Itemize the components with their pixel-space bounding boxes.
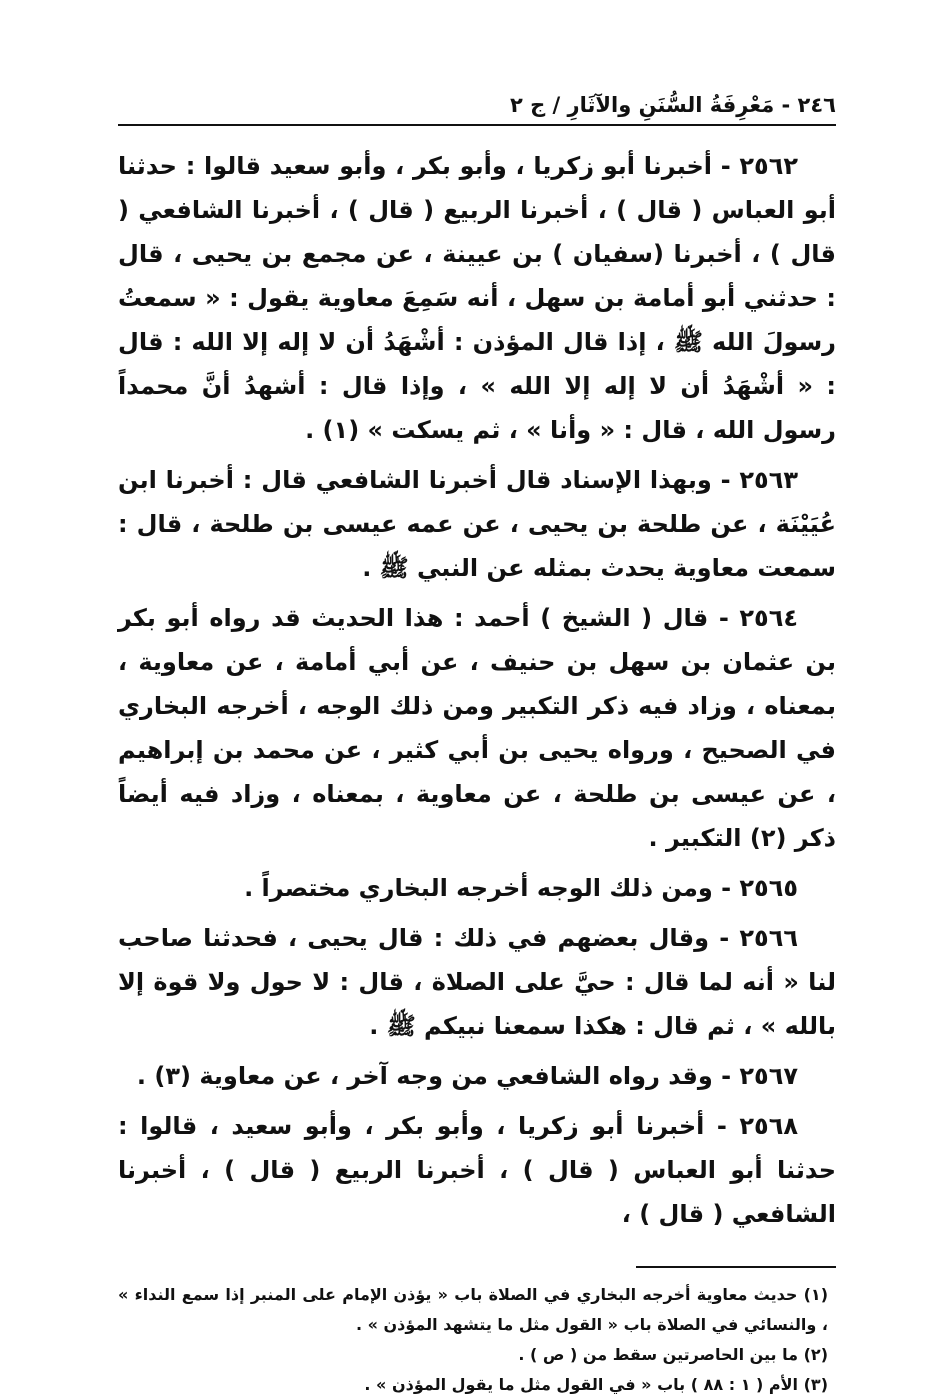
footnote-1: (١) حديث معاوية أخرجه البخاري في الصلاة باب « يؤذن الإمام على المنبر إذا سمع النداء » ، والنسائي في الصلاة باب « القول مثل ما يتشهد المؤذن » .: [118, 1285, 828, 1334]
hadith-2562: ٢٥٦٢ - أخبرنا أبو زكريا ، وأبو بكر ، وأبو سعيد قالوا : حدثنا أبو العباس ( قال ) ، أخبرنا الربيع ( قال ) ، أخبرنا الشافعي ( قال ) ، أخبرنا (سفيان ) بن عيينة ، عن مجمع بن يحيى ، قال : حدثني أبو أمامة بن سهل ، أنه سَمِعَ معاوية يقول : « سمعتُ رسولَ الله ﷺ ، إذا قال المؤذن : أشْهَدُ أن لا إله إلا الله : قال : « أشْهَدُ أن لا إله إلا الله » ، وإذا قال : أشهدُ أنَّ محمداً رسول الله ، قال : « وأنا » ، ثم يسكت » (١) .: [118, 152, 836, 444]
hadith-2563: ٢٥٦٣ - وبهذا الإسناد قال أخبرنا الشافعي قال : أخبرنا ابن عُيَيْنَة ، عن طلحة بن يحيى ، عن عمه عيسى بن طلحة ، قال : سمعت معاوية يحدث بمثله عن النبي ﷺ .: [118, 466, 836, 582]
footnote-2: (٢) ما بين الحاصرتين سقط من ( ص ) .: [518, 1345, 828, 1364]
hadith-2568: ٢٥٦٨ - أخبرنا أبو زكريا ، وأبو بكر ، وأبو سعيد ، قالوا : حدثنا أبو العباس ( قال ) ، أخبرنا الربيع ( قال ) ، أخبرنا الشافعي ( قال ) ،: [118, 1112, 836, 1228]
header-rule: [118, 124, 836, 126]
hadith-2565: ٢٥٦٥ - ومن ذلك الوجه أخرجه البخاري مختصراً .: [244, 874, 798, 902]
hadith-2564: ٢٥٦٤ - قال ( الشيخ ) أحمد : هذا الحديث قد رواه أبو بكر بن عثمان بن سهل بن حنيف ، عن أبي أمامة ، عن معاوية ، بمعناه ، وزاد فيه ذكر التكبير ومن ذلك الوجه ، أخرجه البخاري في الصحيح ، ورواه يحيى بن أبي كثير ، عن محمد بن إبراهيم ، عن عيسى بن طلحة ، عن معاوية ، بمعناه ، وزاد فيه أيضاً ذكر (٢) التكبير .: [118, 604, 836, 852]
page: [118, 88, 836, 1400]
footnote-3: (٣) الأم ( ١ : ٨٨ ) باب « في القول مثل ما يقول المؤذن » .: [364, 1375, 828, 1394]
footnote-rule: [636, 1266, 836, 1268]
hadith-2567: ٢٥٦٧ - وقد رواه الشافعي من وجه آخر ، عن معاوية (٣) .: [136, 1062, 798, 1090]
running-head: ٢٤٦ - مَعْرِفَةُ السُّنَنِ والآثَارِ / ج ٢: [509, 93, 836, 117]
hadith-2566: ٢٥٦٦ - وقال بعضهم في ذلك : قال يحيى ، فحدثنا صاحب لنا « أنه لما قال : حيَّ على الصلاة ، قال : لا حول ولا قوة إلا بالله » ، ثم قال : هكذا سمعنا نبيكم ﷺ .: [118, 924, 836, 1040]
